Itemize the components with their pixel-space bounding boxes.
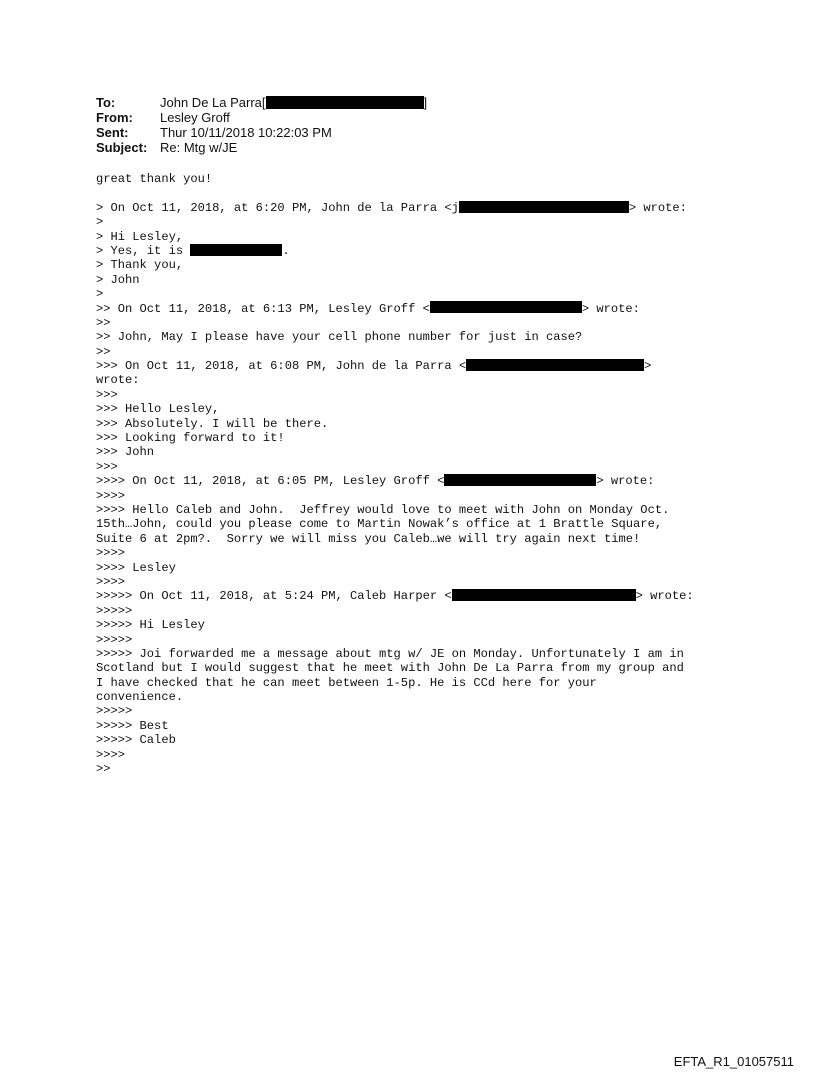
body-line [96,474,694,488]
body-line [96,388,694,402]
body-line-tail: > wrote: [635,589,694,604]
body-line [96,561,694,575]
body-line-text: >>>>> [96,603,133,618]
body-line-text: >>> Hello Lesley, [96,402,220,417]
body-line-text: > [96,215,104,230]
body-line [96,287,694,301]
body-line-text: wrote: [96,373,140,388]
body-line [96,273,694,287]
body-line-text: > Yes, it is [96,243,191,258]
sent-value: Thur 10/11/2018 10:22:03 PM [160,125,332,140]
body-line [96,431,694,445]
body-line-tail: . [282,243,290,258]
redaction-bar [466,359,644,371]
body-line-tail: > wrote: [596,474,655,489]
body-line [96,503,694,517]
subject-label: Subject: [96,140,148,155]
body-line [96,719,694,733]
body-line [96,373,694,387]
redaction-bar [459,201,629,213]
body-line-tail: > wrote: [628,200,687,215]
body-line [96,517,694,531]
body-line-text: >>>> Hello Caleb and John. Jeffrey would love to meet with John on Monday Oct. [96,502,670,517]
body-line [96,546,694,560]
body-line-text: >>>> [96,546,126,561]
body-line-text: > John [96,272,140,287]
body-line-text: 15th…John, could you please come to Martin Nowak’s office at 1 Brattle Square, [96,517,663,532]
body-line-text: >>> John [96,445,155,460]
body-line [96,575,694,589]
body-line [96,661,694,675]
body-line [96,417,694,431]
from-label: From: [96,110,133,125]
body-line [96,445,694,459]
body-line [96,604,694,618]
redaction-bar [190,244,282,256]
body-line-text: >>>> Lesley [96,560,176,575]
email-header [96,95,427,155]
sent-label: Sent: [96,125,129,140]
body-line [96,762,694,776]
body-line-text: >>>>> Caleb [96,733,176,748]
body-line [96,460,694,474]
body-line-text: >>> Looking forward to it! [96,431,285,446]
body-line-text: >>>>> Hi Lesley [96,618,205,633]
body-line-text: >>> Absolutely. I will be there. [96,416,329,431]
body-line [96,690,694,704]
body-line [96,647,694,661]
body-line-text: >> John, May I please have your cell phone number for just in case? [96,330,583,345]
body-line-text: > Thank you, [96,258,184,273]
body-line-text: >>>> On Oct 11, 2018, at 6:05 PM, Lesley Groff < [96,474,445,489]
body-line-text: >>>>> Joi forwarded me a message about mtg w/ JE on Monday. Unfortunately I am in [96,646,684,661]
to-row [96,95,427,110]
body-line-text: >>> [96,459,118,474]
sent-row [96,125,427,140]
body-line-text: I have checked that he can meet between 1-5p. He is CCd here for your [96,675,597,690]
body-line [96,244,694,258]
body-line-text: >>>> [96,747,126,762]
body-line-text: > On Oct 11, 2018, at 6:20 PM, John de la Parra <j [96,200,459,215]
body-line-text: Scotland but I would suggest that he meet with John De La Parra from my group and [96,661,684,676]
body-line-text: >>>>> [96,632,133,647]
body-line-text: >>>>> On Oct 11, 2018, at 5:24 PM, Caleb Harper < [96,589,452,604]
body-line-text: >>>> [96,574,126,589]
body-line [96,618,694,632]
redaction-bar [266,96,424,109]
body-line-tail: > [644,359,652,374]
body-line-text: >>>> [96,488,126,503]
body-line-text: >>>>> [96,704,133,719]
body-line [96,201,694,215]
body-line [96,302,694,316]
subject-row [96,140,427,155]
body-line [96,489,694,503]
body-line-text: > [96,287,104,302]
body-line-text: >> [96,344,111,359]
body-line [96,589,694,603]
body-line [96,230,694,244]
body-line-text: >>> On Oct 11, 2018, at 6:08 PM, John de la Parra < [96,359,467,374]
email-body [96,172,694,776]
to-value: John De La Parra[ [160,95,266,110]
from-row [96,110,427,125]
body-line [96,733,694,747]
body-line [96,676,694,690]
subject-value: Re: Mtg w/JE [160,140,238,155]
body-line [96,402,694,416]
body-line [96,186,694,200]
body-line [96,532,694,546]
body-line-text: Suite 6 at 2pm?. Sorry we will miss you Caleb…we will try again next time! [96,531,641,546]
redaction-bar [452,589,636,601]
body-line-text: >>> [96,387,118,402]
body-line-text: >>>>> Best [96,718,169,733]
body-line [96,748,694,762]
body-line [96,172,694,186]
body-line [96,330,694,344]
body-line-text: > Hi Lesley, [96,229,184,244]
body-line-text: >> On Oct 11, 2018, at 6:13 PM, Lesley Groff < [96,301,430,316]
body-line [96,345,694,359]
redaction-bar [444,474,596,486]
body-line [96,633,694,647]
body-line-text: >> [96,315,111,330]
body-line [96,258,694,272]
body-line-tail: > wrote: [581,301,640,316]
redaction-bar [430,301,582,313]
body-line-text: convenience. [96,690,184,705]
bates-number: EFTA_R1_01057511 [673,1054,794,1069]
from-value: Lesley Groff [160,110,230,125]
to-suffix: ] [423,95,428,110]
body-line-text: >> [96,762,111,777]
to-label: To: [96,95,116,110]
body-line [96,316,694,330]
body-line [96,215,694,229]
body-line-text: great thank you! [96,172,213,186]
body-line [96,704,694,718]
body-line [96,359,694,373]
